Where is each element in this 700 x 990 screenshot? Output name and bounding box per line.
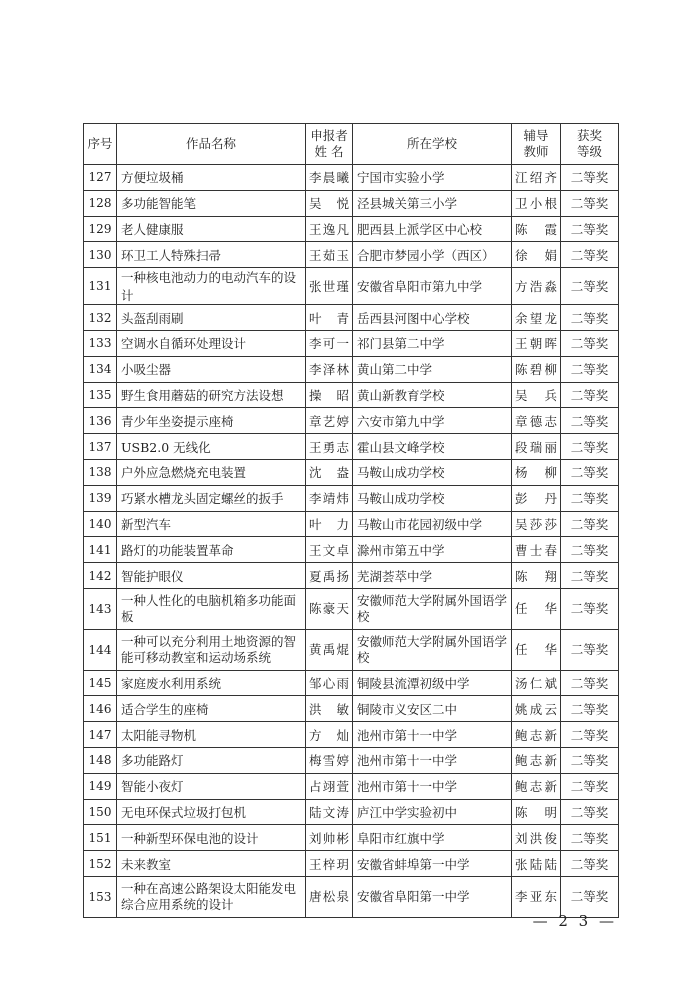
award-level: 二等奖 bbox=[561, 268, 619, 305]
row-number: 153 bbox=[84, 876, 117, 917]
row-number: 149 bbox=[84, 773, 117, 799]
award-level: 二等奖 bbox=[561, 216, 619, 242]
award-level: 二等奖 bbox=[561, 825, 619, 851]
award-level: 二等奖 bbox=[561, 851, 619, 877]
award-level: 二等奖 bbox=[561, 356, 619, 382]
award-level: 二等奖 bbox=[561, 408, 619, 434]
work-title: 多功能智能笔 bbox=[117, 190, 306, 216]
applicant-name: 陆文涛 bbox=[306, 799, 353, 825]
table-row bbox=[84, 268, 619, 305]
table-row bbox=[84, 216, 619, 242]
applicant-name: 洪敏 bbox=[306, 696, 353, 722]
award-level: 二等奖 bbox=[561, 629, 619, 670]
row-number: 130 bbox=[84, 242, 117, 268]
header-award bbox=[561, 124, 619, 165]
teacher-name: 刘洪俊 bbox=[512, 825, 561, 851]
header-applicant-label: 申报者姓 名 bbox=[310, 128, 348, 159]
row-number: 129 bbox=[84, 216, 117, 242]
school-name: 安徽省蚌埠第一中学 bbox=[353, 851, 512, 877]
teacher-name: 王朝晖 bbox=[512, 330, 561, 356]
teacher-name: 陈明 bbox=[512, 799, 561, 825]
award-level: 二等奖 bbox=[561, 485, 619, 511]
applicant-name: 占翊萱 bbox=[306, 773, 353, 799]
award-level: 二等奖 bbox=[561, 588, 619, 629]
applicant-name: 王梓玥 bbox=[306, 851, 353, 877]
award-level: 二等奖 bbox=[561, 537, 619, 563]
school-name: 阜阳市红旗中学 bbox=[353, 825, 512, 851]
table-row bbox=[84, 485, 619, 511]
applicant-name: 沈盎 bbox=[306, 459, 353, 485]
award-level: 二等奖 bbox=[561, 876, 619, 917]
applicant-name: 黄禹焜 bbox=[306, 629, 353, 670]
school-name: 岳西县河图中心学校 bbox=[353, 305, 512, 331]
teacher-name: 张陆陆 bbox=[512, 851, 561, 877]
school-name: 霍山县文峰学校 bbox=[353, 434, 512, 460]
school-name: 铜陵县流潭初级中学 bbox=[353, 670, 512, 696]
applicant-name: 李可一 bbox=[306, 330, 353, 356]
row-number: 144 bbox=[84, 629, 117, 670]
work-title: 适合学生的座椅 bbox=[117, 696, 306, 722]
applicant-name: 叶青 bbox=[306, 305, 353, 331]
teacher-name: 杨柳 bbox=[512, 459, 561, 485]
school-name: 宁国市实验小学 bbox=[353, 165, 512, 191]
award-level: 二等奖 bbox=[561, 382, 619, 408]
table-row bbox=[84, 165, 619, 191]
row-number: 147 bbox=[84, 722, 117, 748]
table-row bbox=[84, 670, 619, 696]
award-level: 二等奖 bbox=[561, 511, 619, 537]
table-row bbox=[84, 747, 619, 773]
award-level: 二等奖 bbox=[561, 305, 619, 331]
teacher-name: 汤仁斌 bbox=[512, 670, 561, 696]
award-level: 二等奖 bbox=[561, 459, 619, 485]
award-level: 二等奖 bbox=[561, 563, 619, 589]
applicant-name: 操昭 bbox=[306, 382, 353, 408]
applicant-name: 李泽林 bbox=[306, 356, 353, 382]
award-level: 二等奖 bbox=[561, 747, 619, 773]
header-row bbox=[84, 124, 619, 165]
award-level: 二等奖 bbox=[561, 773, 619, 799]
header-teacher bbox=[512, 124, 561, 165]
header-applicant bbox=[306, 124, 353, 165]
applicant-name: 方灿 bbox=[306, 722, 353, 748]
awards-table bbox=[83, 123, 619, 918]
teacher-name: 吴莎莎 bbox=[512, 511, 561, 537]
school-name: 马鞍山市花园初级中学 bbox=[353, 511, 512, 537]
school-name: 安徽师范大学附属外国语学校 bbox=[353, 629, 512, 670]
work-title: 一种核电池动力的电动汽车的设计 bbox=[117, 268, 306, 305]
award-level: 二等奖 bbox=[561, 722, 619, 748]
work-title: 无电环保式垃圾打包机 bbox=[117, 799, 306, 825]
teacher-name: 彭丹 bbox=[512, 485, 561, 511]
header-teacher-label: 辅导教师 bbox=[523, 128, 549, 159]
row-number: 140 bbox=[84, 511, 117, 537]
work-title: 太阳能寻物机 bbox=[117, 722, 306, 748]
table-row bbox=[84, 629, 619, 670]
school-name: 池州市第十一中学 bbox=[353, 722, 512, 748]
table-row bbox=[84, 511, 619, 537]
applicant-name: 邹心雨 bbox=[306, 670, 353, 696]
work-title: 一种可以充分利用土地资源的智能可移动教室和运动场系统 bbox=[117, 629, 306, 670]
work-title: 空调水自循环处理设计 bbox=[117, 330, 306, 356]
school-name: 滁州市第五中学 bbox=[353, 537, 512, 563]
school-name: 黄山新教育学校 bbox=[353, 382, 512, 408]
school-name: 马鞍山成功学校 bbox=[353, 459, 512, 485]
award-level: 二等奖 bbox=[561, 330, 619, 356]
row-number: 133 bbox=[84, 330, 117, 356]
work-title: 一种人性化的电脑机箱多功能面板 bbox=[117, 588, 306, 629]
row-number: 141 bbox=[84, 537, 117, 563]
teacher-name: 鲍志新 bbox=[512, 773, 561, 799]
applicant-name: 张世瑾 bbox=[306, 268, 353, 305]
teacher-name: 江绍齐 bbox=[512, 165, 561, 191]
row-number: 142 bbox=[84, 563, 117, 589]
table-row bbox=[84, 563, 619, 589]
applicant-name: 叶力 bbox=[306, 511, 353, 537]
row-number: 127 bbox=[84, 165, 117, 191]
school-name: 芜湖荟萃中学 bbox=[353, 563, 512, 589]
applicant-name: 王文卓 bbox=[306, 537, 353, 563]
school-name: 黄山第二中学 bbox=[353, 356, 512, 382]
table-row bbox=[84, 696, 619, 722]
work-title: 一种新型环保电池的设计 bbox=[117, 825, 306, 851]
teacher-name: 陈霞 bbox=[512, 216, 561, 242]
work-title: 老人健康服 bbox=[117, 216, 306, 242]
applicant-name: 夏禹扬 bbox=[306, 563, 353, 589]
table-row bbox=[84, 459, 619, 485]
work-title: 新型汽车 bbox=[117, 511, 306, 537]
school-name: 安徽师范大学附属外国语学校 bbox=[353, 588, 512, 629]
work-title: 家庭废水利用系统 bbox=[117, 670, 306, 696]
work-title: 青少年坐姿提示座椅 bbox=[117, 408, 306, 434]
work-title: 未来教室 bbox=[117, 851, 306, 877]
work-title: 智能护眼仪 bbox=[117, 563, 306, 589]
applicant-name: 梅雪婷 bbox=[306, 747, 353, 773]
teacher-name: 余望龙 bbox=[512, 305, 561, 331]
row-number: 138 bbox=[84, 459, 117, 485]
school-name: 六安市第九中学 bbox=[353, 408, 512, 434]
teacher-name: 姚成云 bbox=[512, 696, 561, 722]
table-row bbox=[84, 356, 619, 382]
table-row bbox=[84, 434, 619, 460]
row-number: 139 bbox=[84, 485, 117, 511]
teacher-name: 徐娟 bbox=[512, 242, 561, 268]
table-row bbox=[84, 799, 619, 825]
applicant-name: 李靖炜 bbox=[306, 485, 353, 511]
work-title: 小吸尘器 bbox=[117, 356, 306, 382]
award-level: 二等奖 bbox=[561, 670, 619, 696]
page-number: — 2 3 — bbox=[532, 912, 617, 930]
header-title: 作品名称 bbox=[117, 124, 306, 165]
teacher-name: 陈翔 bbox=[512, 563, 561, 589]
row-number: 146 bbox=[84, 696, 117, 722]
work-title: 多功能路灯 bbox=[117, 747, 306, 773]
school-name: 庐江中学实验初中 bbox=[353, 799, 512, 825]
teacher-name: 吴兵 bbox=[512, 382, 561, 408]
teacher-name: 任华 bbox=[512, 629, 561, 670]
work-title: 野生食用蘑菇的研究方法设想 bbox=[117, 382, 306, 408]
teacher-name: 李亚东 bbox=[512, 876, 561, 917]
work-title: USB2.0 无线化 bbox=[117, 434, 306, 460]
table-row bbox=[84, 825, 619, 851]
header-no: 序号 bbox=[84, 124, 117, 165]
table-row bbox=[84, 588, 619, 629]
school-name: 泾县城关第三小学 bbox=[353, 190, 512, 216]
applicant-name: 章艺婷 bbox=[306, 408, 353, 434]
row-number: 135 bbox=[84, 382, 117, 408]
table-row bbox=[84, 722, 619, 748]
award-level: 二等奖 bbox=[561, 242, 619, 268]
table-row bbox=[84, 242, 619, 268]
applicant-name: 李晨曦 bbox=[306, 165, 353, 191]
work-title: 方便垃圾桶 bbox=[117, 165, 306, 191]
work-title: 户外应急燃烧充电装置 bbox=[117, 459, 306, 485]
row-number: 143 bbox=[84, 588, 117, 629]
work-title: 头盔刮雨刷 bbox=[117, 305, 306, 331]
applicant-name: 王茹玉 bbox=[306, 242, 353, 268]
school-name: 合肥市梦园小学（西区） bbox=[353, 242, 512, 268]
teacher-name: 卫小根 bbox=[512, 190, 561, 216]
row-number: 132 bbox=[84, 305, 117, 331]
applicant-name: 王逸凡 bbox=[306, 216, 353, 242]
table-row bbox=[84, 305, 619, 331]
school-name: 马鞍山成功学校 bbox=[353, 485, 512, 511]
work-title: 路灯的功能装置革命 bbox=[117, 537, 306, 563]
teacher-name: 章德志 bbox=[512, 408, 561, 434]
table-row bbox=[84, 382, 619, 408]
teacher-name: 陈碧柳 bbox=[512, 356, 561, 382]
work-title: 一种在高速公路架设太阳能发电综合应用系统的设计 bbox=[117, 876, 306, 917]
teacher-name: 段瑞丽 bbox=[512, 434, 561, 460]
applicant-name: 陈豪天 bbox=[306, 588, 353, 629]
award-level: 二等奖 bbox=[561, 434, 619, 460]
teacher-name: 曹士春 bbox=[512, 537, 561, 563]
header-award-label: 获奖等级 bbox=[576, 128, 602, 159]
row-number: 148 bbox=[84, 747, 117, 773]
work-title: 智能小夜灯 bbox=[117, 773, 306, 799]
teacher-name: 方浩淼 bbox=[512, 268, 561, 305]
row-number: 145 bbox=[84, 670, 117, 696]
applicant-name: 刘帅彬 bbox=[306, 825, 353, 851]
row-number: 128 bbox=[84, 190, 117, 216]
row-number: 131 bbox=[84, 268, 117, 305]
teacher-name: 鲍志新 bbox=[512, 722, 561, 748]
table-row bbox=[84, 330, 619, 356]
school-name: 祁门县第二中学 bbox=[353, 330, 512, 356]
header-school: 所在学校 bbox=[353, 124, 512, 165]
school-name: 肥西县上派学区中心校 bbox=[353, 216, 512, 242]
school-name: 安徽省阜阳第一中学 bbox=[353, 876, 512, 917]
row-number: 150 bbox=[84, 799, 117, 825]
row-number: 151 bbox=[84, 825, 117, 851]
award-level: 二等奖 bbox=[561, 799, 619, 825]
award-level: 二等奖 bbox=[561, 696, 619, 722]
teacher-name: 鲍志新 bbox=[512, 747, 561, 773]
row-number: 137 bbox=[84, 434, 117, 460]
row-number: 136 bbox=[84, 408, 117, 434]
school-name: 池州市第十一中学 bbox=[353, 747, 512, 773]
row-number: 152 bbox=[84, 851, 117, 877]
school-name: 铜陵市义安区二中 bbox=[353, 696, 512, 722]
school-name: 安徽省阜阳市第九中学 bbox=[353, 268, 512, 305]
table-row bbox=[84, 851, 619, 877]
table-row bbox=[84, 190, 619, 216]
teacher-name: 任华 bbox=[512, 588, 561, 629]
table-row bbox=[84, 408, 619, 434]
applicant-name: 王勇志 bbox=[306, 434, 353, 460]
award-level: 二等奖 bbox=[561, 190, 619, 216]
work-title: 环卫工人特殊扫帚 bbox=[117, 242, 306, 268]
award-level: 二等奖 bbox=[561, 165, 619, 191]
row-number: 134 bbox=[84, 356, 117, 382]
table-row bbox=[84, 773, 619, 799]
work-title: 巧紧水槽龙头固定螺丝的扳手 bbox=[117, 485, 306, 511]
school-name: 池州市第十一中学 bbox=[353, 773, 512, 799]
table-row bbox=[84, 537, 619, 563]
applicant-name: 吴悦 bbox=[306, 190, 353, 216]
applicant-name: 唐松泉 bbox=[306, 876, 353, 917]
